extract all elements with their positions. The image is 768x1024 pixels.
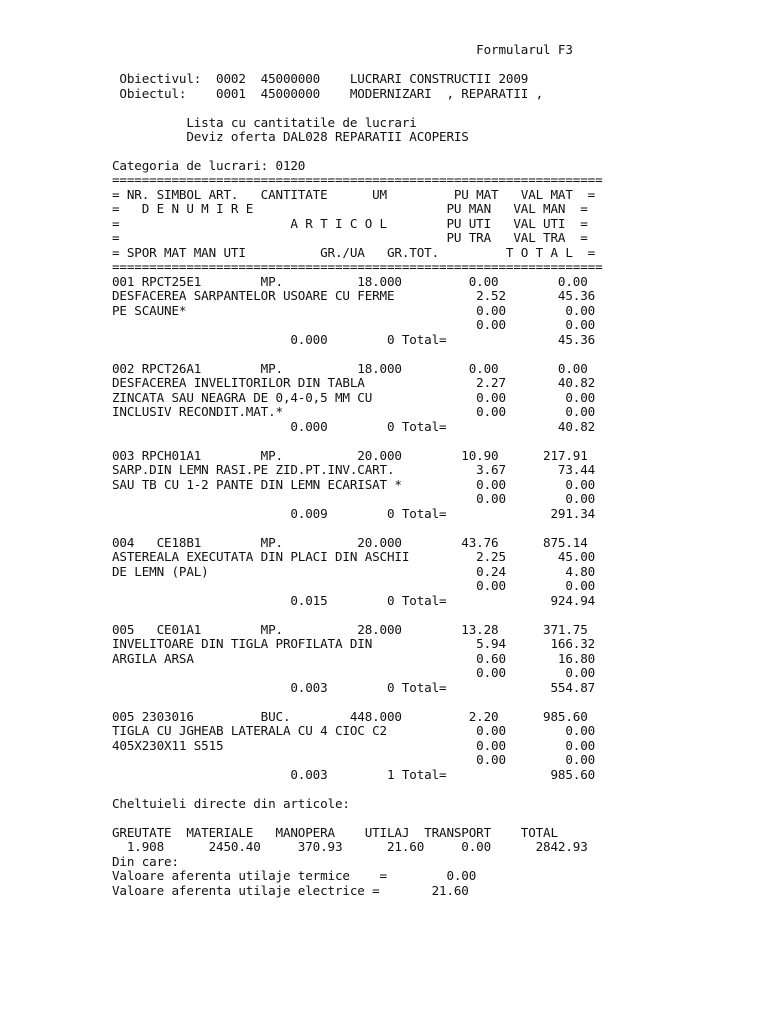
objective-line: Obiectivul: 0002 45000000 LUCRARI CONSTRUCTII 2009: [112, 71, 529, 86]
article-line: 003 RPCH01A1 MP. 20.000 10.90 217.91: [112, 448, 588, 463]
summary-din-care: Din care:: [112, 854, 179, 869]
article-line: INVELITOARE DIN TIGLA PROFILATA DIN 5.94 166.32: [112, 636, 596, 651]
table-header-rule-top: ==================================================================: [112, 172, 603, 187]
article-line: 0.00 0.00: [112, 317, 596, 332]
article-line: 0.00 0.00: [112, 665, 596, 680]
article-line: 002 RPCT26A1 MP. 18.000 0.00 0.00: [112, 361, 588, 376]
article-line: DE LEMN (PAL) 0.24 4.80: [112, 564, 596, 579]
article-line: SARP.DIN LEMN RASI.PE ZID.PT.INV.CART. 3.67 73.44: [112, 462, 596, 477]
article-line: 005 2303016 BUC. 448.000 2.20 985.60: [112, 709, 588, 724]
article-line: 0.00 0.00: [112, 578, 596, 593]
article-line: 0.00 0.00: [112, 752, 596, 767]
article-total-line: 0.015 0 Total= 924.94: [112, 593, 596, 608]
summary-values: 1.908 2450.40 370.93 21.60 0.00 2842.93: [112, 839, 588, 854]
summary-title: Cheltuieli directe din articole:: [112, 796, 350, 811]
article-line: DESFACEREA INVELITORILOR DIN TABLA 2.27 40.82: [112, 375, 596, 390]
work-category: Categoria de lucrari: 0120: [112, 158, 306, 173]
article-line: ASTEREALA EXECUTATA DIN PLACI DIN ASCHII 2.25 45.00: [112, 549, 596, 564]
article-line: PE SCAUNE* 0.00 0.00: [112, 303, 596, 318]
article-line: SAU TB CU 1-2 PANTE DIN LEMN ECARISAT * 0.00 0.00: [112, 477, 596, 492]
summary-thermal-equipment: Valoare aferenta utilaje termice = 0.00: [112, 868, 477, 883]
article-line: ZINCATA SAU NEAGRA DE 0,4-0,5 MM CU 0.00 0.00: [112, 390, 596, 405]
table-header-row: = A R T I C O L PU UTI VAL UTI =: [112, 216, 588, 231]
article-line: DESFACEREA SARPANTELOR USOARE CU FERME 2.52 45.36: [112, 288, 596, 303]
form-label: Formularul F3: [112, 42, 573, 57]
article-total-line: 0.009 0 Total= 291.34: [112, 506, 596, 521]
article-line: ARGILA ARSA 0.60 16.80: [112, 651, 596, 666]
table-header-row: = D E N U M I R E PU MAN VAL MAN =: [112, 201, 588, 216]
table-header-row: = PU TRA VAL TRA =: [112, 230, 588, 245]
article-line: TIGLA CU JGHEAB LATERALA CU 4 CIOC C2 0.00 0.00: [112, 723, 596, 738]
article-line: 405X230X11 S515 0.00 0.00: [112, 738, 596, 753]
article-total-line: 0.003 0 Total= 554.87: [112, 680, 596, 695]
document-title-line-1: Lista cu cantitatile de lucrari: [112, 115, 417, 130]
article-total-line: 0.000 0 Total= 45.36: [112, 332, 596, 347]
summary-header: GREUTATE MATERIALE MANOPERA UTILAJ TRANSPORT TOTAL: [112, 825, 558, 840]
document-title-line-2: Deviz oferta DAL028 REPARATII ACOPERIS: [112, 129, 469, 144]
article-line: 001 RPCT25E1 MP. 18.000 0.00 0.00: [112, 274, 588, 289]
article-line: 0.00 0.00: [112, 491, 596, 506]
article-line: INCLUSIV RECONDIT.MAT.* 0.00 0.00: [112, 404, 596, 419]
table-header-row: = NR. SIMBOL ART. CANTITATE UM PU MAT VAL MAT =: [112, 187, 596, 202]
article-line: 004 CE18B1 MP. 20.000 43.76 875.14: [112, 535, 588, 550]
table-header-rule-bottom: ==================================================================: [112, 259, 603, 274]
summary-electric-equipment: Valoare aferenta utilaje electrice = 21.60: [112, 883, 469, 898]
object-line: Obiectul: 0001 45000000 MODERNIZARI , REPARATII ,: [112, 86, 544, 101]
article-total-line: 0.000 0 Total= 40.82: [112, 419, 596, 434]
article-line: 005 CE01A1 MP. 28.000 13.28 371.75: [112, 622, 588, 637]
article-total-line: 0.003 1 Total= 985.60: [112, 767, 596, 782]
table-header-row: = SPOR MAT MAN UTI GR./UA GR.TOT. T O T A L =: [112, 245, 596, 260]
